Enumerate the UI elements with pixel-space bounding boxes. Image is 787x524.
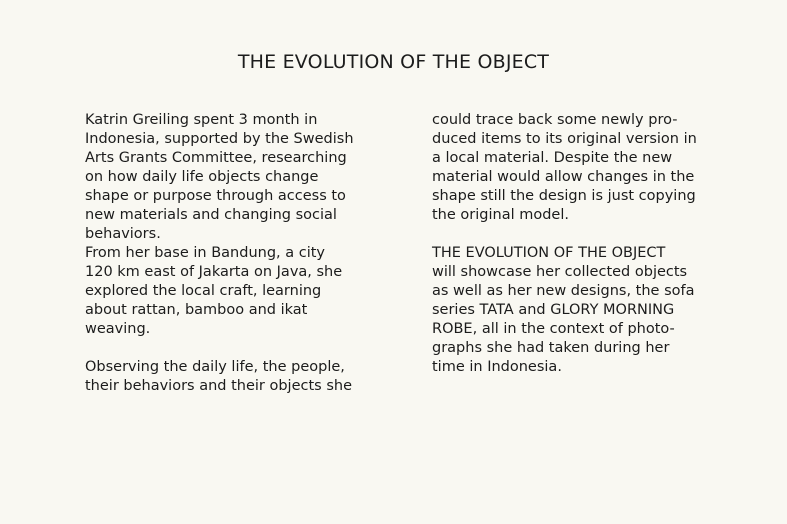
paragraph-bandung: [85, 244, 385, 339]
text-line: duced items to its original version in: [432, 131, 697, 147]
paragraph-gap: [432, 225, 732, 244]
paragraph-observing: [85, 358, 385, 396]
text-line: Observing the daily life, the people,: [85, 359, 345, 375]
text-line: shape or purpose through access to: [85, 188, 346, 204]
text-line: THE EVOLUTION OF THE OBJECT: [432, 245, 666, 261]
text-line: on how daily life objects change: [85, 169, 319, 185]
text-line: time in Indonesia.: [432, 359, 562, 375]
paragraph-gap: [85, 339, 385, 358]
text-line: graphs she had taken during her: [432, 340, 670, 356]
text-line: the original model.: [432, 207, 569, 223]
text-column-right: [432, 111, 732, 377]
text-line: explored the local craft, learning: [85, 283, 322, 299]
text-line: 120 km east of Jakarta on Java, she: [85, 264, 343, 280]
text-line: behaviors.: [85, 226, 161, 242]
text-line: shape still the design is just copying: [432, 188, 696, 204]
text-line: From her base in Bandung, a city: [85, 245, 326, 261]
paragraph-intro: [85, 111, 385, 244]
text-line: Katrin Greiling spent 3 month in: [85, 112, 318, 128]
text-line: ROBE, all in the context of photo-: [432, 321, 675, 337]
text-line: new materials and changing social: [85, 207, 337, 223]
text-line: could trace back some newly pro-: [432, 112, 678, 128]
page-title: THE EVOLUTION OF THE OBJECT: [237, 51, 550, 73]
text-line: Indonesia, supported by the Swedish: [85, 131, 354, 147]
text-line: will showcase her collected objects: [432, 264, 688, 280]
text-line: Arts Grants Committee, researching: [85, 150, 347, 166]
text-line: a local material. Despite the new: [432, 150, 673, 166]
text-line: weaving.: [85, 321, 151, 337]
paragraph-showcase: [432, 244, 732, 377]
text-line: about rattan, bamboo and ikat: [85, 302, 308, 318]
text-line: as well as her new designs, the sofa: [432, 283, 695, 299]
text-column-left: [85, 111, 385, 396]
text-line: series TATA and GLORY MORNING: [432, 302, 675, 318]
paragraph-trace-back: [432, 111, 732, 225]
text-line: material would allow changes in the: [432, 169, 695, 185]
text-line: their behaviors and their objects she: [85, 378, 352, 394]
